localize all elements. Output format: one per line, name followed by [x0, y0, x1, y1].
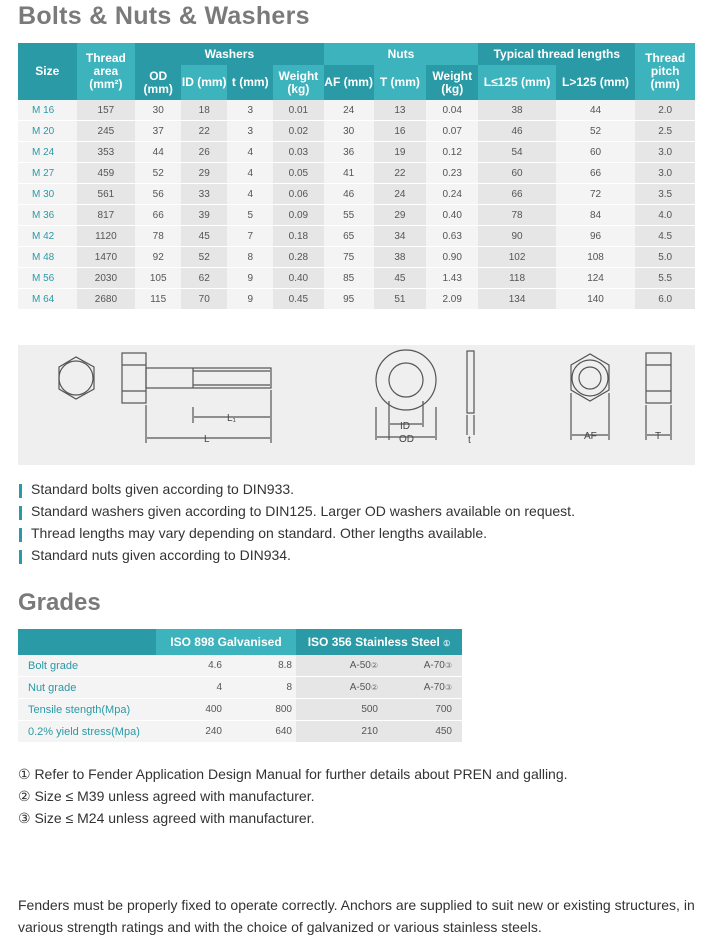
- note-item: [18, 481, 575, 503]
- spec-cell: 85: [324, 268, 374, 289]
- col-thread-area: [77, 43, 136, 100]
- spec-cell: 78: [478, 205, 555, 226]
- spec-cell: 0.12: [426, 142, 478, 163]
- group-nuts: Nuts: [324, 43, 479, 65]
- spec-cell: 46: [324, 184, 374, 205]
- spec-cell: 38: [478, 100, 555, 121]
- spec-cell: 52: [556, 121, 636, 142]
- spec-cell: 19: [374, 142, 426, 163]
- spec-cell: 0.01: [273, 100, 323, 121]
- spec-cell: 0.40: [273, 268, 323, 289]
- grade-value: 640: [226, 721, 296, 743]
- fastener-diagram: [18, 345, 695, 465]
- spec-cell: 70: [181, 289, 227, 310]
- spec-cell: 52: [181, 247, 227, 268]
- fastener-drawing: [18, 345, 695, 465]
- size-cell: M 64: [18, 289, 77, 310]
- grade-value: 4.6: [156, 655, 226, 677]
- label-T: T: [655, 431, 662, 442]
- grade-value: 450: [382, 721, 462, 743]
- spec-cell: 96: [556, 226, 636, 247]
- spec-cell: 3: [227, 121, 273, 142]
- spec-cell: 8: [227, 247, 273, 268]
- spec-cell: 4: [227, 163, 273, 184]
- reference-item: ② Size ≤ M39 unless agreed with manufacturer.: [18, 788, 315, 804]
- col-nut-weight: Weight (kg): [426, 65, 478, 100]
- spec-cell: 22: [181, 121, 227, 142]
- grade-value: 210: [296, 721, 382, 743]
- spec-cell: 0.90: [426, 247, 478, 268]
- note-text: Standard washers given according to DIN125. Larger OD washers available on request.: [31, 503, 575, 519]
- nut-side-view: [646, 353, 671, 403]
- note-bullet: [19, 528, 22, 542]
- grades-table: [18, 629, 462, 743]
- spec-cell: 817: [77, 205, 136, 226]
- footnote-mark: ③: [444, 683, 452, 692]
- col-length-short: L≤125 (mm): [478, 65, 555, 100]
- group-washers: Washers: [135, 43, 323, 65]
- spec-cell: 140: [556, 289, 636, 310]
- spec-cell: 65: [324, 226, 374, 247]
- grade-value: 8.8: [226, 655, 296, 677]
- spec-cell: 2.09: [426, 289, 478, 310]
- size-cell: M 42: [18, 226, 77, 247]
- spec-cell: 66: [135, 205, 181, 226]
- grade-value: A-50②: [296, 677, 382, 699]
- grade-value: 4: [156, 677, 226, 699]
- spec-cell: 44: [135, 142, 181, 163]
- grades-row: [18, 721, 462, 743]
- page-title: Bolts & Nuts & Washers: [18, 2, 310, 30]
- label-ID: ID: [400, 421, 410, 432]
- col-washer-id: ID (mm): [181, 65, 227, 100]
- spec-cell: 2.0: [635, 100, 695, 121]
- spec-cell: 3.0: [635, 163, 695, 184]
- spec-cell: 0.18: [273, 226, 323, 247]
- spec-cell: 54: [478, 142, 555, 163]
- spec-cell: 6.0: [635, 289, 695, 310]
- grade-value: 400: [156, 699, 226, 721]
- grade-value: 700: [382, 699, 462, 721]
- header-stainless-label: ISO 356 Stainless Steel: [307, 635, 440, 649]
- col-pitch: Thread pitch (mm): [635, 43, 695, 100]
- spec-cell: 18: [181, 100, 227, 121]
- spec-cell: 0.05: [273, 163, 323, 184]
- spec-cell: 4.0: [635, 205, 695, 226]
- grade-label: Tensile stength(Mpa): [18, 699, 156, 721]
- spec-cell: 16: [374, 121, 426, 142]
- spec-cell: 60: [556, 142, 636, 163]
- spec-cell: 9: [227, 289, 273, 310]
- spec-cell: 2030: [77, 268, 136, 289]
- spec-cell: 66: [478, 184, 555, 205]
- spec-cell: 2.5: [635, 121, 695, 142]
- grades-row: [18, 655, 462, 677]
- spec-cell: 45: [374, 268, 426, 289]
- spec-cell: 22: [374, 163, 426, 184]
- size-cell: M 20: [18, 121, 77, 142]
- header-galvanised: ISO 898 Galvanised: [156, 629, 296, 655]
- note-text: Standard nuts given according to DIN934.: [31, 547, 291, 563]
- size-cell: M 56: [18, 268, 77, 289]
- spec-cell: 92: [135, 247, 181, 268]
- spec-cell: 1470: [77, 247, 136, 268]
- col-nut-af: AF (mm): [324, 65, 374, 100]
- spec-cell: 72: [556, 184, 636, 205]
- spec-table: [18, 43, 695, 310]
- label-L: L: [204, 434, 210, 445]
- label-L1: L₁: [227, 413, 236, 424]
- spec-cell: 4: [227, 184, 273, 205]
- group-thread-lengths: Typical thread lengths: [478, 43, 635, 65]
- note-bullet: [19, 550, 22, 564]
- grades-row: [18, 677, 462, 699]
- spec-cell: 0.03: [273, 142, 323, 163]
- col-thread-area-label: Thread area (mm²): [85, 51, 126, 91]
- note-item: [18, 503, 575, 525]
- spec-cell: 0.06: [273, 184, 323, 205]
- spec-cell: 45: [181, 226, 227, 247]
- spec-row: [18, 121, 695, 142]
- label-OD: OD: [399, 434, 414, 445]
- size-cell: M 30: [18, 184, 77, 205]
- grade-value: A-50②: [296, 655, 382, 677]
- spec-cell: 3.0: [635, 142, 695, 163]
- grade-label: 0.2% yield stress(Mpa): [18, 721, 156, 743]
- grade-label: Bolt grade: [18, 655, 156, 677]
- grades-corner: [18, 629, 156, 655]
- washer-thickness: [467, 351, 474, 413]
- col-washer-weight: Weight (kg): [273, 65, 323, 100]
- spec-cell: 1120: [77, 226, 136, 247]
- spec-cell: 102: [478, 247, 555, 268]
- bolt-head-side: [122, 353, 146, 403]
- note-item: [18, 547, 575, 569]
- header-stainless: [296, 629, 462, 655]
- spec-cell: 39: [181, 205, 227, 226]
- spec-row: [18, 247, 695, 268]
- spec-row: [18, 205, 695, 226]
- note-bullet: [19, 506, 22, 520]
- spec-cell: 46: [478, 121, 555, 142]
- col-washer-t: t (mm): [227, 65, 273, 100]
- header-stainless-mark: ①: [443, 639, 451, 648]
- label-t: t: [468, 435, 471, 446]
- note-text: Thread lengths may vary depending on standard. Other lengths available.: [31, 525, 488, 541]
- spec-cell: 0.40: [426, 205, 478, 226]
- spec-cell: 115: [135, 289, 181, 310]
- spec-cell: 29: [181, 163, 227, 184]
- spec-cell: 7: [227, 226, 273, 247]
- spec-cell: 561: [77, 184, 136, 205]
- spec-cell: 3.5: [635, 184, 695, 205]
- spec-row: [18, 226, 695, 247]
- col-washer-od: OD (mm): [135, 65, 181, 100]
- spec-cell: 66: [556, 163, 636, 184]
- reference-item: ③ Size ≤ M24 unless agreed with manufacturer.: [18, 810, 315, 826]
- spec-cell: 33: [181, 184, 227, 205]
- spec-cell: 0.02: [273, 121, 323, 142]
- spec-cell: 3: [227, 100, 273, 121]
- spec-cell: 30: [135, 100, 181, 121]
- spec-cell: 0.24: [426, 184, 478, 205]
- spec-cell: 95: [324, 289, 374, 310]
- col-size: Size: [18, 43, 77, 100]
- spec-cell: 0.09: [273, 205, 323, 226]
- spec-cell: 108: [556, 247, 636, 268]
- spec-cell: 55: [324, 205, 374, 226]
- spec-cell: 4: [227, 142, 273, 163]
- spec-cell: 5: [227, 205, 273, 226]
- spec-cell: 38: [374, 247, 426, 268]
- notes-list: [18, 481, 575, 569]
- spec-cell: 90: [478, 226, 555, 247]
- spec-cell: 459: [77, 163, 136, 184]
- spec-row: [18, 268, 695, 289]
- size-cell: M 48: [18, 247, 77, 268]
- spec-cell: 105: [135, 268, 181, 289]
- grade-value: 240: [156, 721, 226, 743]
- grades-title: Grades: [18, 589, 101, 616]
- spec-cell: 34: [374, 226, 426, 247]
- spec-row: [18, 184, 695, 205]
- spec-cell: 51: [374, 289, 426, 310]
- grade-value: 8: [226, 677, 296, 699]
- spec-cell: 5.5: [635, 268, 695, 289]
- size-cell: M 36: [18, 205, 77, 226]
- spec-cell: 36: [324, 142, 374, 163]
- grade-value: 500: [296, 699, 382, 721]
- size-cell: M 27: [18, 163, 77, 184]
- grade-label: Nut grade: [18, 677, 156, 699]
- references: [18, 766, 568, 832]
- spec-cell: 1.43: [426, 268, 478, 289]
- spec-row: [18, 289, 695, 310]
- spec-cell: 29: [374, 205, 426, 226]
- spec-cell: 24: [374, 184, 426, 205]
- grades-row: [18, 699, 462, 721]
- footnote-mark: ②: [370, 661, 378, 670]
- spec-cell: 0.28: [273, 247, 323, 268]
- spec-cell: 62: [181, 268, 227, 289]
- spec-cell: 5.0: [635, 247, 695, 268]
- spec-cell: 353: [77, 142, 136, 163]
- label-AF: AF: [584, 431, 597, 442]
- spec-row: [18, 100, 695, 121]
- spec-cell: 0.63: [426, 226, 478, 247]
- spec-cell: 0.07: [426, 121, 478, 142]
- grade-value: A-70③: [382, 677, 462, 699]
- nut-hex-top-view: [571, 354, 609, 401]
- col-nut-t: T (mm): [374, 65, 426, 100]
- reference-item: ① Refer to Fender Application Design Manual for further details about PREN and galling.: [18, 766, 568, 782]
- note-bullet: [19, 484, 22, 498]
- spec-cell: 37: [135, 121, 181, 142]
- spec-cell: 78: [135, 226, 181, 247]
- spec-cell: 124: [556, 268, 636, 289]
- spec-cell: 24: [324, 100, 374, 121]
- spec-cell: 9: [227, 268, 273, 289]
- footnote-mark: ③: [444, 661, 452, 670]
- spec-cell: 26: [181, 142, 227, 163]
- spec-cell: 4.5: [635, 226, 695, 247]
- note-item: [18, 525, 575, 547]
- spec-cell: 118: [478, 268, 555, 289]
- washer-face: [376, 350, 436, 410]
- footnote-mark: ②: [370, 683, 378, 692]
- spec-cell: 13: [374, 100, 426, 121]
- spec-cell: 0.23: [426, 163, 478, 184]
- bolt-hex-top-view: [59, 357, 94, 399]
- spec-cell: 41: [324, 163, 374, 184]
- grade-value: 800: [226, 699, 296, 721]
- spec-cell: 56: [135, 184, 181, 205]
- col-length-long: L>125 (mm): [556, 65, 636, 100]
- spec-row: [18, 163, 695, 184]
- spec-cell: 84: [556, 205, 636, 226]
- grade-value: A-70③: [382, 655, 462, 677]
- spec-cell: 52: [135, 163, 181, 184]
- spec-cell: 75: [324, 247, 374, 268]
- spec-cell: 2680: [77, 289, 136, 310]
- spec-cell: 157: [77, 100, 136, 121]
- footer-text: Fenders must be properly fixed to operate correctly. Anchors are supplied to suit new or existing structures, in various strength ratings and with the choice of galvanized or various stainless steels.: [18, 897, 695, 935]
- spec-cell: 60: [478, 163, 555, 184]
- spec-cell: 0.04: [426, 100, 478, 121]
- spec-row: [18, 142, 695, 163]
- spec-cell: 30: [324, 121, 374, 142]
- spec-cell: 245: [77, 121, 136, 142]
- spec-cell: 134: [478, 289, 555, 310]
- spec-cell: 0.45: [273, 289, 323, 310]
- size-cell: M 16: [18, 100, 77, 121]
- spec-cell: 44: [556, 100, 636, 121]
- size-cell: M 24: [18, 142, 77, 163]
- note-text: Standard bolts given according to DIN933.: [31, 481, 295, 497]
